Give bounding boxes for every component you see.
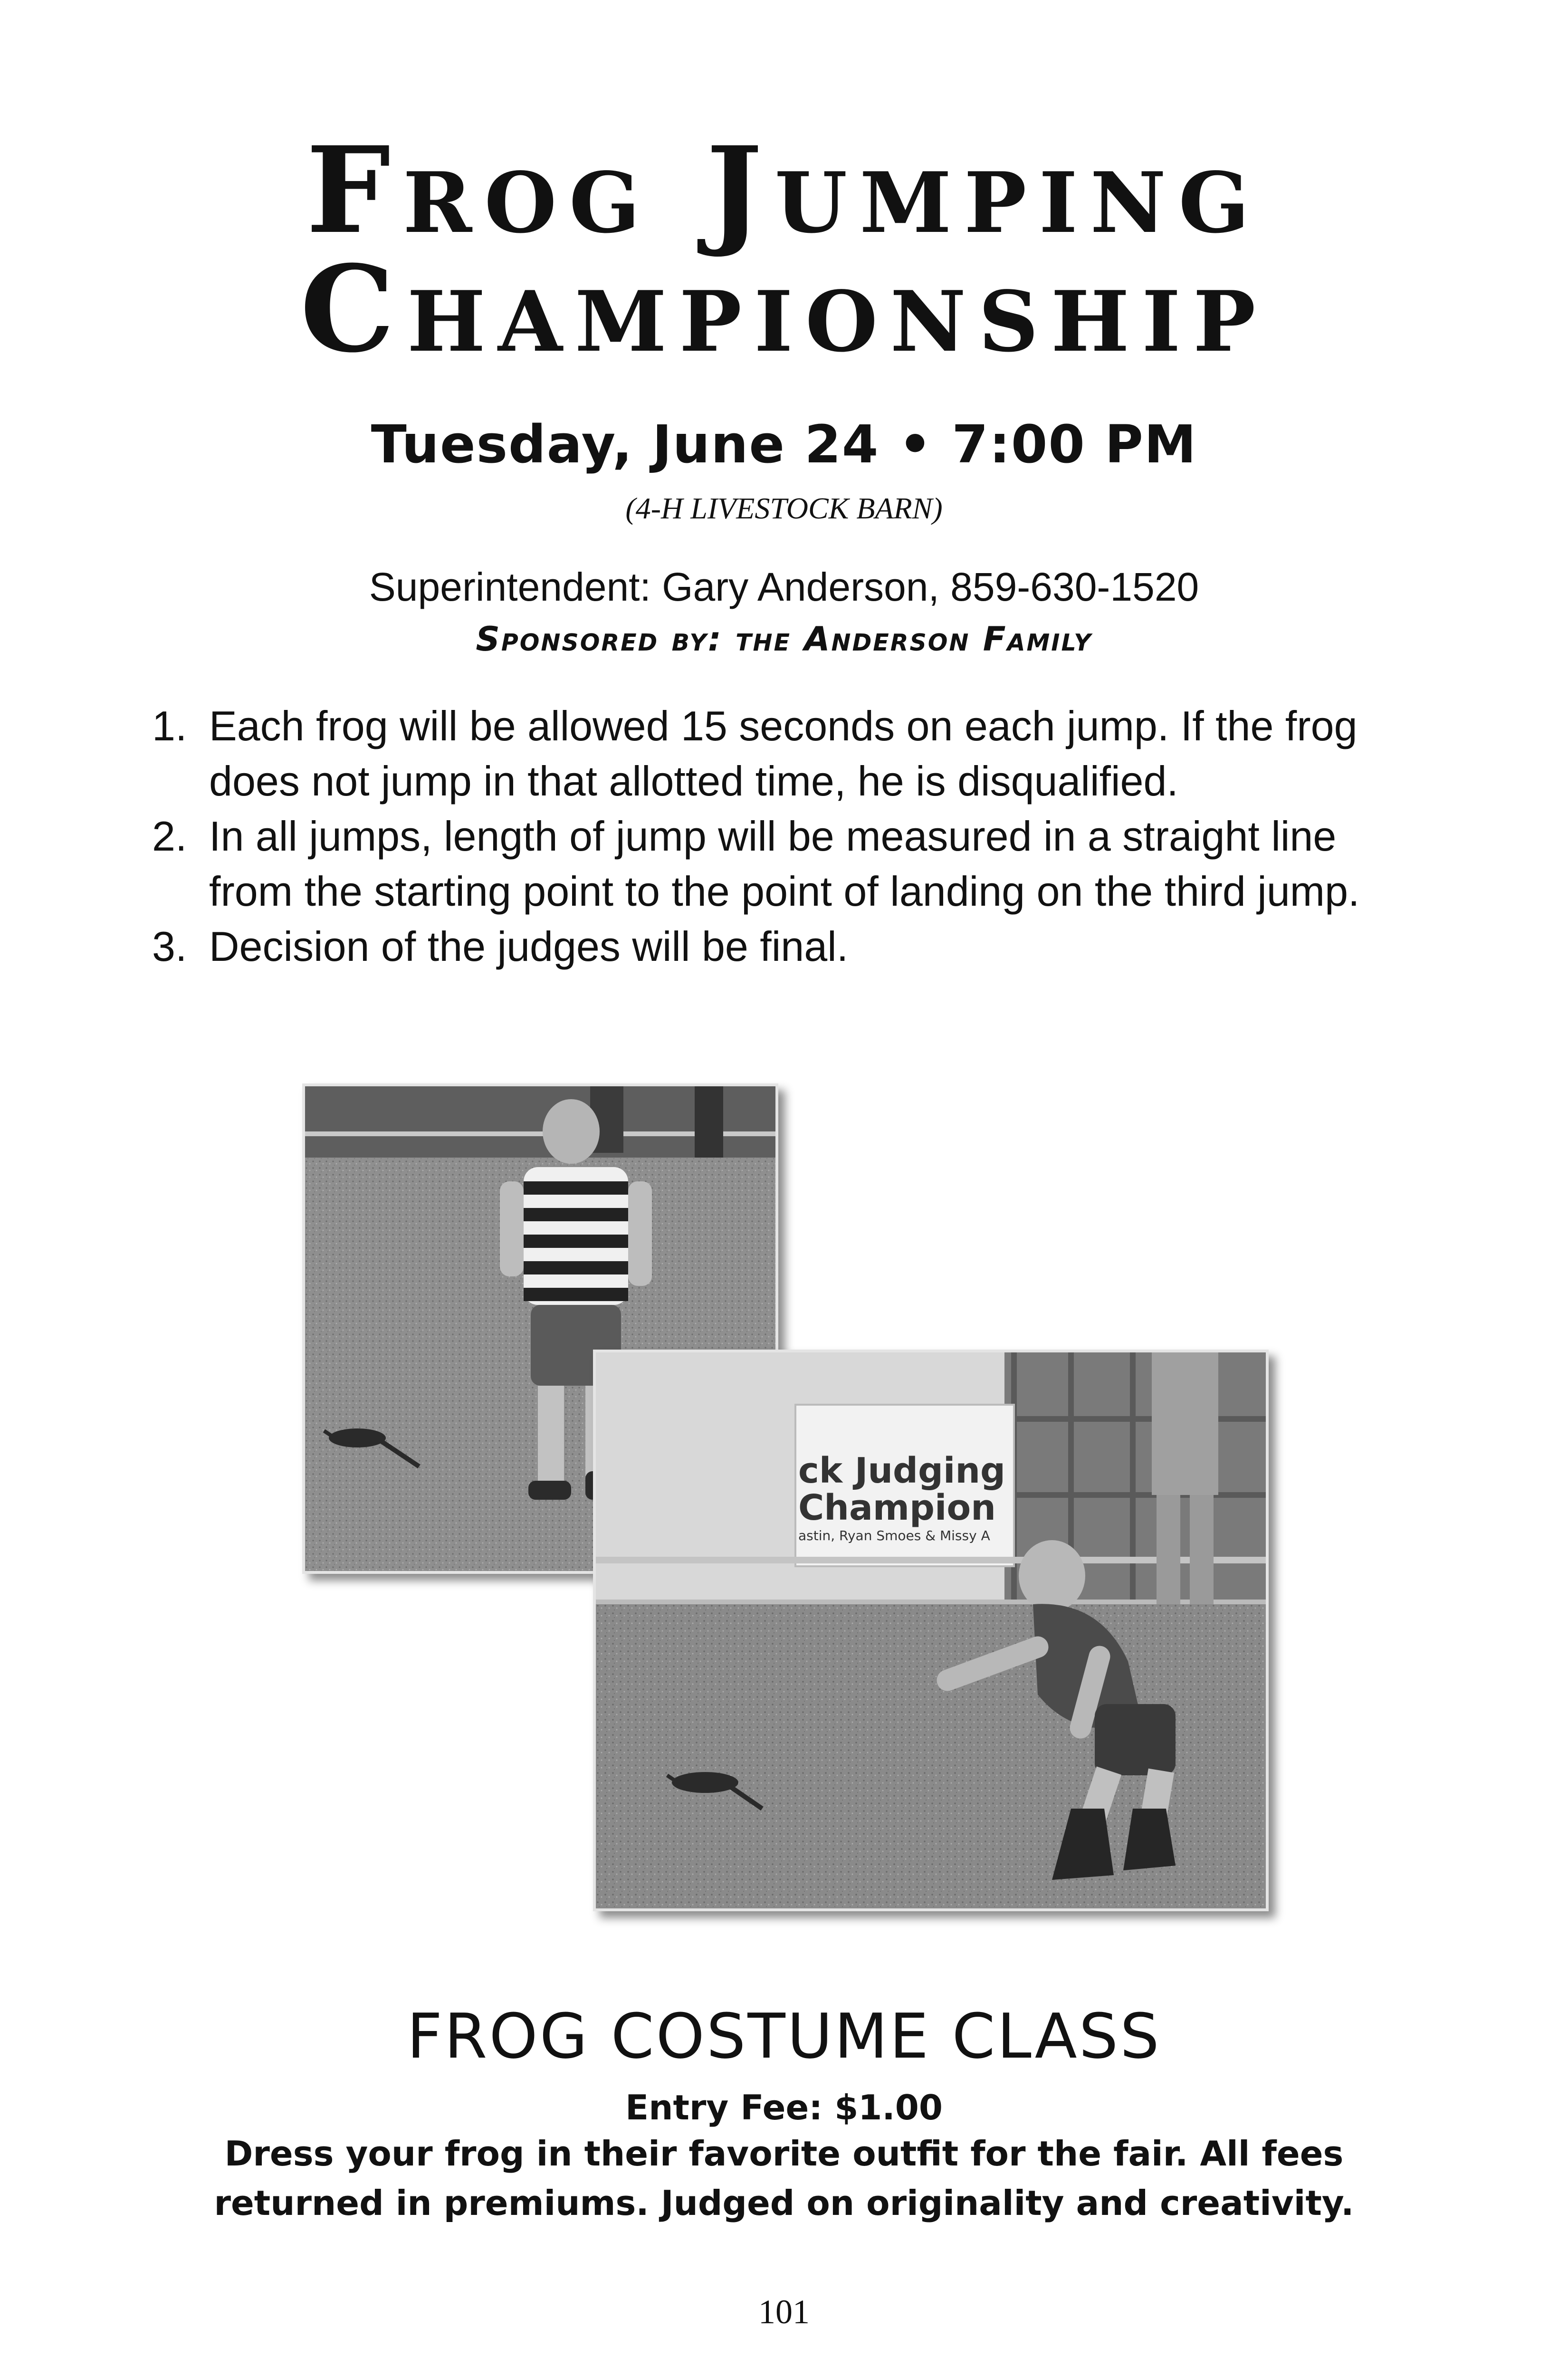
rule-number: 1.: [152, 702, 187, 749]
rule-item: [152, 919, 1411, 974]
banner-line-3: astin, Ryan Smoes & Missy A: [798, 1528, 990, 1543]
costume-description: Dress your frog in their favorite outfit for the fair. All fees returned in premiums. Judged on originality and creativity.: [214, 2134, 1354, 2223]
page-title-line-1: Frog Jumping: [306, 120, 1262, 260]
banner-line-2: Champion: [798, 1487, 996, 1528]
photo2-banner: [798, 1452, 1017, 1545]
rules-list: [152, 699, 1411, 974]
event-venue: (4-H LIVESTOCK BARN): [625, 491, 943, 525]
event-date-time: Tuesday, June 24 • 7:00 PM: [371, 414, 1197, 475]
rule-number: 2.: [152, 813, 187, 860]
costume-class-heading: FROG COSTUME CLASS: [407, 2000, 1161, 2072]
superintendent-contact: Superintendent: Gary Anderson, 859-630-1520: [369, 565, 1199, 609]
entry-fee: Entry Fee: $1.00: [625, 2088, 943, 2127]
sponsor-line: Sponsored by: the Anderson Family: [476, 620, 1092, 659]
rule-text: Each frog will be allowed 15 seconds on each jump. If the frog does not jump in that allotted time, he is disqualified.: [209, 702, 1358, 805]
rule-item: [152, 699, 1411, 809]
photo-boy-crouching-with-frog: [593, 1350, 1269, 1911]
photo2-illustration: [596, 1352, 1266, 1908]
rule-text: In all jumps, length of jump will be measured in a straight line from the starting point to the point of landing on the third jump.: [209, 813, 1360, 915]
page-title-line-2: Championship: [300, 239, 1268, 379]
rule-number: 3.: [152, 923, 187, 970]
rule-text: Decision of the judges will be final.: [209, 923, 849, 970]
rule-item: [152, 809, 1411, 919]
banner-line-1: ck Judging: [798, 1450, 1006, 1491]
page-number: 101: [758, 2293, 810, 2331]
